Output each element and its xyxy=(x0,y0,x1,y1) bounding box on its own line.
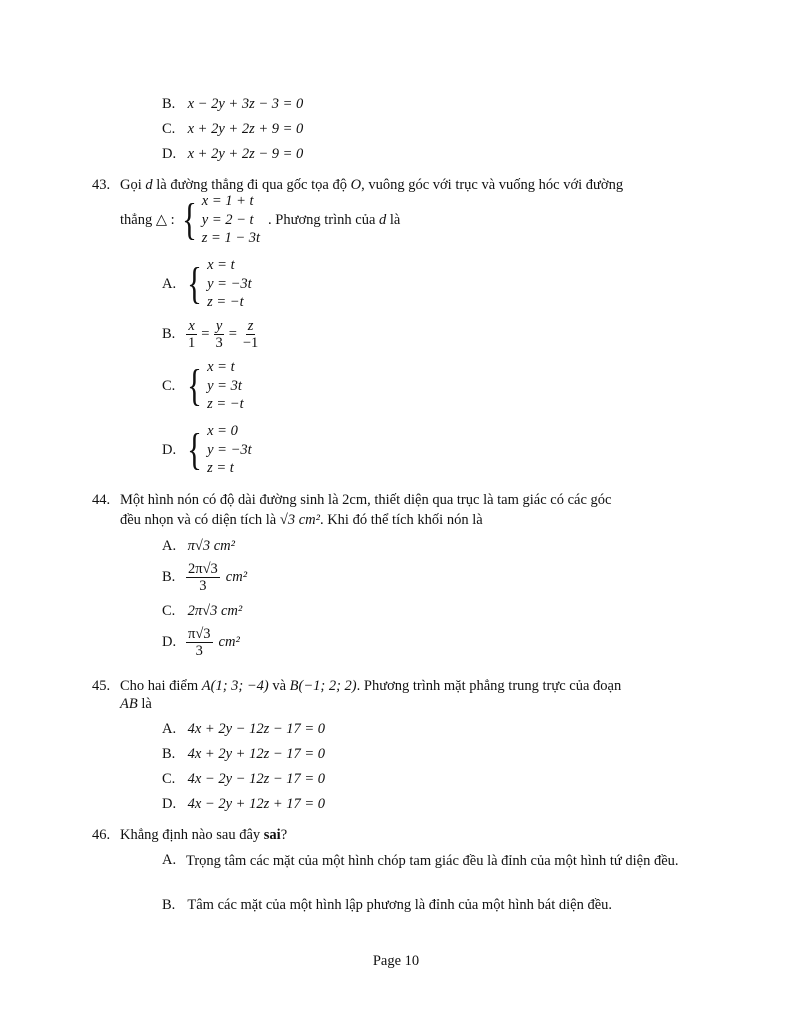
math-fragment: AB xyxy=(120,696,138,712)
q44-option-a xyxy=(162,537,235,555)
q45-option-b xyxy=(162,745,325,763)
option-label: A. xyxy=(162,852,177,868)
option-label: C. xyxy=(162,603,176,619)
equation-row: x = 0 xyxy=(207,423,238,439)
option-expression: x + 2y + 2z + 9 = 0 xyxy=(187,121,304,137)
equation-row: z = t xyxy=(207,460,234,476)
q43-option-c xyxy=(162,358,244,414)
option-label: A. xyxy=(162,275,177,292)
option-expression: 4x − 2y − 12z − 17 = 0 xyxy=(187,771,326,787)
q44-number: 44. xyxy=(92,492,111,508)
bold-fragment: sai xyxy=(263,827,281,843)
q45-option-d xyxy=(162,795,325,813)
q43-option-d xyxy=(162,422,252,478)
unit: cm² xyxy=(218,634,240,651)
equation-row: y = −3t xyxy=(207,275,252,292)
equation-row: z = 1 − 3t xyxy=(201,230,261,246)
text-fragment: . Khi đó thể tích khối nón là xyxy=(319,512,483,528)
q45-text-line1 xyxy=(120,677,621,695)
equation-system xyxy=(184,256,252,312)
brace-icon: { xyxy=(187,424,202,474)
equation-row: x = 1 + t xyxy=(201,193,254,209)
text-fragment: Khẳng định nào sau đây xyxy=(120,827,264,843)
math-fragment: d xyxy=(379,211,387,228)
option-expression: 2π√3 cm² xyxy=(187,603,243,619)
option-label: C. xyxy=(162,771,176,787)
option-expression: π√3 cm² xyxy=(187,538,235,554)
option-label: B. xyxy=(162,569,176,586)
q44-option-b xyxy=(162,561,247,594)
q42-option-c xyxy=(162,120,303,138)
text-fragment: đều nhọn và có diện tích là xyxy=(120,512,280,528)
equation-row: x = t xyxy=(207,359,235,375)
math-fragment: √3 cm² xyxy=(279,512,320,528)
q45-option-c xyxy=(162,770,325,788)
q46-number: 46. xyxy=(92,827,111,843)
text-fragment: . Phương trình mặt phẳng trung trực của đoạn xyxy=(356,678,622,694)
q46-option-b xyxy=(162,896,612,914)
option-label: C. xyxy=(162,377,176,394)
line-equation-system xyxy=(179,192,260,248)
option-label: D. xyxy=(162,146,177,162)
option-label: B. xyxy=(162,746,176,762)
equation-row: z = −t xyxy=(207,294,244,310)
brace-icon: { xyxy=(181,194,197,244)
q42-option-b xyxy=(162,95,303,113)
option-label: B. xyxy=(162,897,176,913)
text-fragment: Cho hai điểm xyxy=(120,678,202,694)
q44-text-line1: Một hình nón có độ dài đường sinh là 2cm, thiết diện qua trục là tam giác có các góc xyxy=(120,492,612,508)
fraction: $\frac{\pi√3}{3}$ xyxy=(188,626,211,659)
option-label: B. xyxy=(162,326,176,343)
brace-icon: { xyxy=(187,258,202,308)
option-label: D. xyxy=(162,634,177,651)
option-expression: 4x + 2y + 12z − 17 = 0 xyxy=(187,746,326,762)
q43-option-a xyxy=(162,256,252,312)
text-fragment: là xyxy=(137,696,152,712)
text-fragment: thẳng △ : xyxy=(120,211,175,228)
text-fragment: ? xyxy=(280,827,288,843)
option-expression: 4x − 2y + 12z + 17 = 0 xyxy=(187,796,326,812)
q45-option-a xyxy=(162,720,325,738)
equation-system xyxy=(184,358,244,414)
option-label: D. xyxy=(162,796,177,812)
equation-row: y = 3t xyxy=(207,377,242,394)
q46-option-a xyxy=(162,851,702,891)
unit: cm² xyxy=(225,569,248,586)
brace-icon: { xyxy=(187,360,202,410)
q43-text-line2 xyxy=(120,192,400,248)
equation-row: z = −t xyxy=(207,396,244,412)
option-text: Trọng tâm các mặt của một hình chóp tam giác đều là đỉnh của một hình tứ diện đều. xyxy=(186,853,679,869)
math-fragment: A(1; 3; −4) xyxy=(201,678,269,694)
option-expression: x + 2y + 2z − 9 = 0 xyxy=(187,146,304,162)
text-fragment: . Phương trình của xyxy=(268,211,380,228)
q45-text-line2 xyxy=(120,695,152,713)
q44-option-d xyxy=(162,626,240,659)
text-fragment: là đường thẳng đi qua gốc tọa độ xyxy=(152,177,351,193)
fraction: $\frac{y}{3}$ xyxy=(215,318,223,351)
q44-text-line2 xyxy=(120,511,483,529)
equation-row: y = −3t xyxy=(207,441,252,458)
option-expression: 4x + 2y − 12z − 17 = 0 xyxy=(187,721,326,737)
equation-system xyxy=(184,422,252,478)
q42-option-d xyxy=(162,145,303,163)
fraction: $\frac{x}{1}$ xyxy=(188,318,196,351)
option-label: B. xyxy=(162,96,176,112)
text-fragment: Gọi xyxy=(120,177,146,193)
math-fragment: O xyxy=(350,177,362,193)
option-expression: x − 2y + 3z − 3 = 0 xyxy=(187,96,304,112)
math-fragment: d xyxy=(145,177,153,193)
text-fragment: , vuông góc với trục và vuống hóc với đường xyxy=(361,177,624,193)
q43-option-b: B. $\frac{x}{1}$ = $\frac{y}{3}$ = $\frac{z}{-1}$ xyxy=(162,318,259,351)
q45-number: 45. xyxy=(92,678,111,694)
option-label: A. xyxy=(162,538,177,554)
option-label: C. xyxy=(162,121,176,137)
option-label: D. xyxy=(162,441,177,458)
text-fragment: là xyxy=(386,211,401,228)
q46-text xyxy=(120,826,287,844)
q44-option-c xyxy=(162,602,242,620)
fraction: $\frac{z}{-1}$ xyxy=(242,318,259,351)
math-fragment: B(−1; 2; 2) xyxy=(289,678,357,694)
fraction: $\frac{2\pi√3}{3}$ xyxy=(188,561,218,594)
equation-row: x = t xyxy=(207,257,235,273)
page-number: Page 10 xyxy=(372,953,420,969)
option-text: Tâm các mặt của một hình lập phương là đỉnh của một hình bát diện đều. xyxy=(187,897,613,913)
equation-row: y = 2 − t xyxy=(201,211,254,228)
option-label: A. xyxy=(162,721,177,737)
q43-number: 43. xyxy=(92,177,111,193)
text-fragment: và xyxy=(268,678,290,694)
